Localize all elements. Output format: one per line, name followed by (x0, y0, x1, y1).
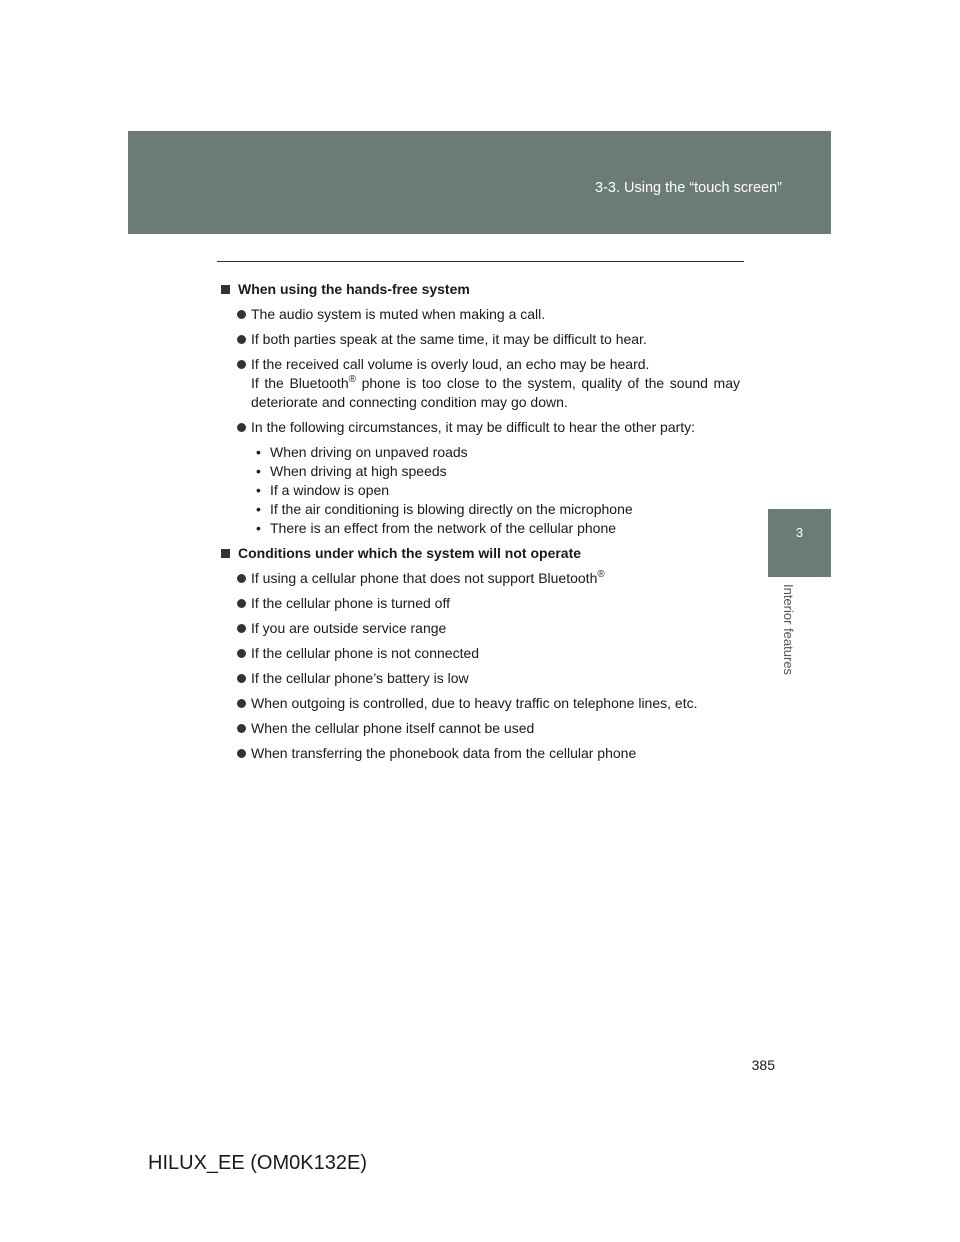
round-bullet-icon (237, 574, 246, 583)
list-item (220, 418, 740, 437)
round-bullet-icon (237, 724, 246, 733)
dot-bullet-icon: • (256, 482, 261, 498)
dot-bullet-icon: • (256, 501, 261, 517)
sub-list-item (256, 443, 740, 462)
item-text: When outgoing is controlled, due to heavy traffic on telephone lines, etc. (251, 695, 698, 711)
round-bullet-icon (237, 649, 246, 658)
list-item (220, 694, 740, 713)
heading-text: Conditions under which the system will not operate (238, 545, 582, 561)
sub-item-text: There is an effect from the network of the cellular phone (270, 520, 617, 536)
sub-item-text: If a window is open (270, 482, 390, 498)
list-item (220, 719, 740, 738)
round-bullet-icon (237, 310, 246, 319)
list-item (220, 355, 740, 412)
round-bullet-icon (237, 335, 246, 344)
dot-bullet-icon: • (256, 463, 261, 479)
section-divider (217, 261, 744, 262)
item-text: If you are outside service range (251, 620, 447, 636)
item-text: If both parties speak at the same time, it may be difficult to hear. (251, 331, 647, 347)
sub-item-text: When driving on unpaved roads (270, 444, 468, 460)
round-bullet-icon (237, 699, 246, 708)
sub-item-text: If the air conditioning is blowing directly on the microphone (270, 501, 633, 517)
item-text: When the cellular phone itself cannot be used (251, 720, 535, 736)
list-item (220, 669, 740, 688)
sub-list-item (256, 462, 740, 481)
round-bullet-icon (237, 423, 246, 432)
document-code: HILUX_EE (OM0K132E) (148, 1152, 367, 1174)
item-text: The audio system is muted when making a call. (251, 306, 546, 322)
list-item (220, 569, 740, 588)
list-item (220, 644, 740, 663)
item-text (251, 569, 740, 588)
item-text: If the cellular phone is not connected (251, 645, 480, 661)
item-continuation (251, 374, 740, 412)
section-heading (220, 544, 740, 563)
round-bullet-icon (237, 624, 246, 633)
round-bullet-icon (237, 674, 246, 683)
item-text: If the cellular phone is turned off (251, 595, 450, 611)
list-item (220, 744, 740, 763)
list-item (220, 594, 740, 613)
item-text: When transferring the phonebook data from the cellular phone (251, 745, 637, 761)
chapter-number: 3 (795, 525, 804, 540)
sub-list-item (256, 481, 740, 500)
round-bullet-icon (237, 360, 246, 369)
header-band (128, 131, 831, 234)
item-text: In the following circumstances, it may be difficult to hear the other party: (251, 419, 696, 435)
list-item (220, 330, 740, 349)
list-item (220, 619, 740, 638)
section-title: 3-3. Using the “touch screen” (595, 180, 782, 196)
sub-list-item (256, 519, 740, 538)
chapter-label: Interior features (781, 584, 796, 676)
square-bullet-icon (221, 285, 230, 294)
dot-bullet-icon: • (256, 520, 261, 536)
chapter-tab (768, 509, 831, 577)
item-body (251, 355, 740, 412)
heading-text: When using the hands-free system (238, 281, 470, 297)
registered-mark: ® (348, 374, 356, 385)
item-text: If the cellular phone’s battery is low (251, 670, 469, 686)
round-bullet-icon (237, 749, 246, 758)
section-heading (220, 280, 740, 299)
page-number: 385 (751, 1057, 775, 1073)
sub-item-text: When driving at high speeds (270, 463, 447, 479)
registered-mark: ® (597, 569, 605, 580)
item-text-main: If using a cellular phone that does not support Bluetooth (251, 570, 598, 586)
square-bullet-icon (221, 549, 230, 558)
sub-list-item (256, 500, 740, 519)
dot-bullet-icon: • (256, 444, 261, 460)
continuation-start: If the Bluetooth (251, 375, 349, 391)
round-bullet-icon (237, 599, 246, 608)
continuation-end: phone is too close to the system, quality of the sound may deteriorate and connecting condition may go down. (251, 375, 740, 410)
list-item (220, 305, 740, 324)
sub-list (220, 443, 740, 538)
item-text: If the received call volume is overly loud, an echo may be heard. (251, 356, 650, 372)
page-content (220, 280, 740, 769)
